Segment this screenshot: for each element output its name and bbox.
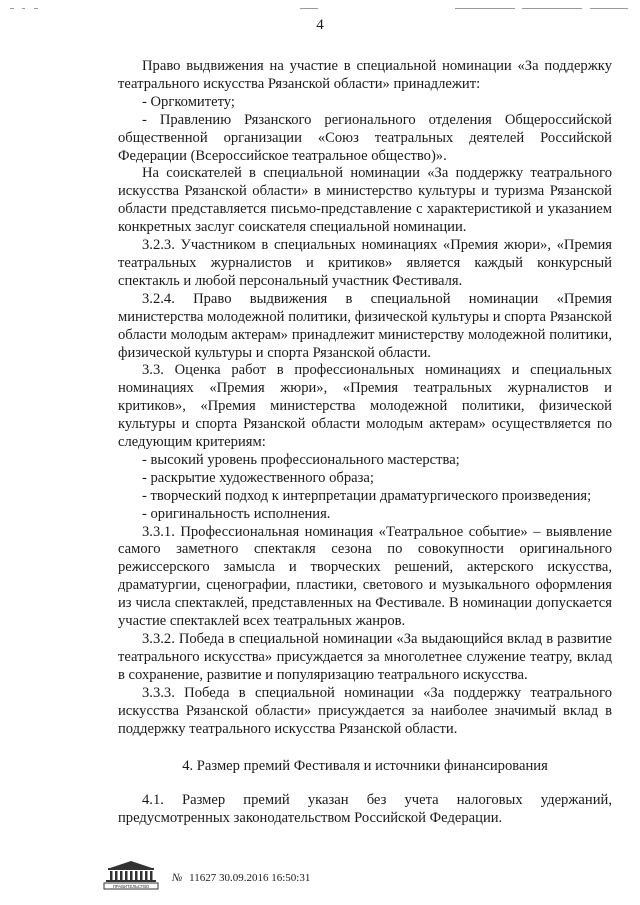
paragraph: 3.2.3. Участником в специальных номинациях «Премия жюри», «Премия театральных журналистов и критиков» является каждый конкурсный спектакль и любой персональный участник Фестиваля.: [118, 237, 612, 289]
paragraph: 3.3. Оценка работ в профессиональных номинациях и специальных номинациях «Премия жюри», «Премия театральных журналистов и критиков», «Премия министерства молодежной политики, физической культуры и спорта Рязанской области молодым актерам» осуществляется по следующим критериям:: [118, 362, 612, 451]
section-heading: 4. Размер премий Фестиваля и источники финансирования: [182, 758, 548, 774]
registration-datetime: 30.09.2016 16:50:31: [218, 872, 311, 884]
scan-edge-marks: [0, 6, 640, 14]
paragraph: 3.3.3. Победа в специальной номинации «За поддержку театрального искусства Рязанской области» присуждается за наиболее значимый вклад в поддержку театрального искусства Рязанской области.: [118, 684, 612, 737]
scan-mark: [455, 8, 515, 9]
paragraph: 3.3.1. Профессиональная номинация «Театральное событие» – выявление самого заметного спектакля сезона по совокупности оригинального режиссерского замысла и творческих решений, актерского искусства, драматургии, сценографии, пластики, светового и музыкального оформления из числа спектаклей, представленных на Фестивале. В номинации допускается участие спектаклей всех театральных жанров.: [118, 523, 612, 630]
list-item: - творческий подход к интерпретации драматургического произведения;: [142, 487, 592, 504]
scan-mark: [590, 8, 628, 9]
scan-mark: [34, 8, 38, 9]
scan-mark: [300, 8, 318, 9]
paragraph: 3.3.2. Победа в специальной номинации «За выдающийся вклад в развитие театрального искусства» присуждается за многолетнее служение театру, вклад в сохранение, развитие и популяризацию театрального искусства.: [118, 631, 612, 683]
scan-mark: [522, 8, 582, 9]
list-item: - оригинальность исполнения.: [142, 505, 331, 522]
paragraph: Право выдвижения на участие в специальной номинации «За поддержку театрального искусства Рязанской области» принадлежит:: [118, 58, 612, 92]
paragraph: 4.1. Размер премий указан без учета налоговых удержаний, предусмотренных законодательством Российской Федерации.: [118, 792, 612, 826]
logo-label: ПРАВИТЕЛЬСТВО: [112, 884, 150, 889]
scan-mark: [10, 8, 14, 9]
paragraph: На соискателей в специальной номинации «За поддержку театрального искусства Рязанской области» в министерство культуры и туризма Рязанской области представляется письмо-представление с характеристикой и указанием конкретных заслуг соискателя специальной номинации.: [118, 165, 612, 236]
section-body: [118, 792, 612, 828]
registration-stamp: [100, 860, 320, 892]
page-number: 4: [316, 17, 324, 33]
list-item: - высокий уровень профессионального мастерства;: [142, 451, 460, 468]
list-item: - Оргкомитету;: [142, 93, 235, 110]
registration-number: [172, 872, 310, 885]
list-item: - раскрытие художественного образа;: [142, 469, 374, 486]
scan-mark: [22, 8, 25, 9]
list-item: - Правлению Рязанского регионального отделения Общероссийской общественной организации «Союз театральных деятелей Российской Федерации (Всероссийское театральное общество)».: [118, 111, 612, 164]
document-number: 11627: [189, 872, 217, 884]
document-body: [118, 58, 612, 738]
paragraph: 3.2.4. Право выдвижения в специальной номинации «Премия министерства молодежной политики, физической культуры и спорта Рязанской области молодым актерам» принадлежит министерству молодежной политики, физической культуры и спорта Рязанской области.: [118, 290, 612, 361]
number-sign: №: [172, 872, 183, 884]
government-building-logo: [100, 860, 162, 890]
